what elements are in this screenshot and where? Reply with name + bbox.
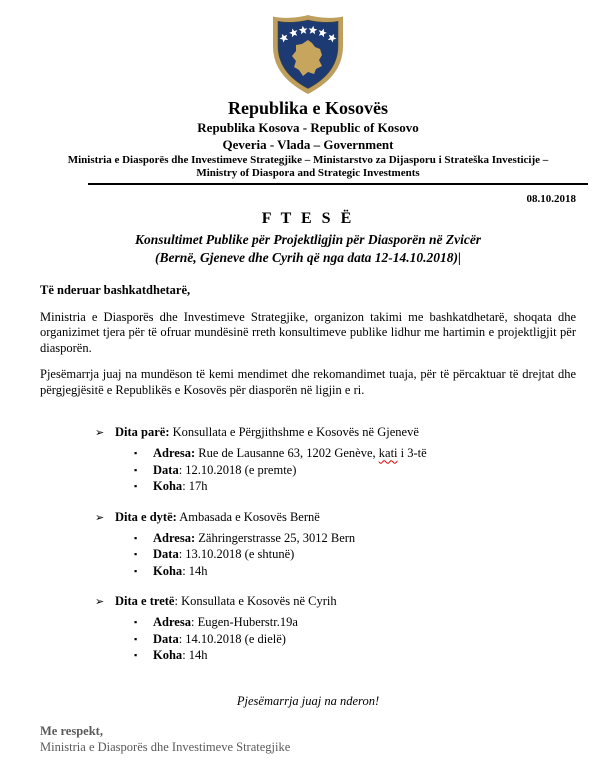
detail-text: : 17h bbox=[182, 479, 208, 494]
detail-text: Rue de Lausanne 63, 1202 Genève, bbox=[195, 446, 379, 461]
closing-line: Pjesëmarrja juaj na nderon! bbox=[236, 693, 380, 708]
arrow-bullet-icon: ➢ bbox=[95, 511, 105, 524]
signature-block bbox=[40, 723, 576, 755]
square-bullet-icon: ▪ bbox=[134, 617, 138, 628]
detail-text: : 14h bbox=[182, 648, 208, 663]
detail-label: Data bbox=[153, 462, 179, 477]
event-block-1 bbox=[40, 424, 576, 495]
square-bullet-icon: ▪ bbox=[134, 549, 138, 560]
event-3-title bbox=[95, 593, 576, 610]
detail-text-post: i 3-të bbox=[397, 446, 427, 461]
event-2-title-text: Ambasada e Kosovës Bernë bbox=[176, 509, 320, 524]
event-3-date bbox=[134, 632, 576, 648]
detail-text: Zähringerstrasse 25, 3012 Bern bbox=[195, 530, 356, 545]
event-2-title-label: Dita e dytë: bbox=[115, 509, 177, 524]
detail-label: Adresa: bbox=[153, 530, 196, 545]
kosovo-coat-of-arms-icon bbox=[269, 14, 347, 96]
detail-text: : 14h bbox=[182, 563, 208, 578]
signature-ministry: Ministria e Diasporës dhe Investimeve Strategjike bbox=[40, 740, 291, 755]
letterhead-line-3: Qeveria - Vlada – Government bbox=[222, 136, 394, 152]
detail-label: Data bbox=[153, 547, 179, 562]
arrow-bullet-icon: ➢ bbox=[95, 427, 105, 440]
letterhead-line-5: Ministry of Diaspora and Strategic Investments bbox=[196, 166, 420, 179]
event-2-date bbox=[134, 547, 576, 563]
square-bullet-icon: ▪ bbox=[134, 448, 138, 459]
detail-label: Koha bbox=[153, 563, 183, 578]
event-3-time bbox=[134, 648, 576, 664]
event-block-3 bbox=[40, 593, 576, 664]
detail-label: Adresa bbox=[153, 615, 191, 630]
detail-label: Koha bbox=[153, 479, 183, 494]
misspelled-word: kati bbox=[378, 446, 398, 461]
event-1-title bbox=[95, 424, 576, 441]
subtitle-line-2: (Bernë, Gjeneve dhe Cyrih që nga data 12-14.10.2018)| bbox=[155, 250, 461, 266]
letterhead-line-4: Ministria e Diasporës dhe Investimeve Strategjike – Ministarstvo za Dijasporu i Strateška Investicije – bbox=[67, 153, 549, 166]
event-1-date bbox=[134, 463, 576, 479]
event-2-time bbox=[134, 564, 576, 580]
letterhead-line-2: Republika Kosova - Republic of Kosovo bbox=[197, 120, 419, 136]
event-3-address bbox=[134, 615, 576, 631]
document-title: F T E S Ë bbox=[261, 209, 355, 227]
header-divider bbox=[88, 183, 588, 185]
detail-label: Koha bbox=[153, 648, 183, 663]
detail-text: : 14.10.2018 (e dielë) bbox=[178, 631, 286, 646]
square-bullet-icon: ▪ bbox=[134, 481, 138, 492]
event-1-title-text: Konsullata e Përgjithshme e Kosovës në Gjenevë bbox=[169, 425, 419, 440]
emblem-container bbox=[0, 0, 616, 96]
event-list bbox=[40, 424, 576, 664]
paragraph-1: Ministria e Diasporës dhe Investimeve Strategjike, organizon takimi me bashkatdhetarë, shoqata dhe organizimet tjera për të ofruar mundësinë rreth konsultimeve publike lidhur me hartimin e projektligjit për diasporën. bbox=[40, 309, 576, 355]
detail-label: Data bbox=[153, 631, 179, 646]
square-bullet-icon: ▪ bbox=[134, 650, 138, 661]
salutation: Të nderuar bashkatdhetarë, bbox=[40, 283, 191, 298]
signature-salutation: Me respekt, bbox=[40, 724, 103, 739]
letterhead bbox=[0, 98, 616, 180]
detail-text: : 12.10.2018 (e premte) bbox=[178, 462, 297, 477]
event-2-title bbox=[95, 509, 576, 526]
event-1-time bbox=[134, 479, 576, 495]
letterhead-line-1: Republika e Kosovës bbox=[227, 98, 389, 118]
detail-text: : Eugen-Huberstr.19a bbox=[190, 615, 298, 630]
event-1-address bbox=[134, 446, 576, 462]
subtitle-line-1: Konsultimet Publike për Projektligjin për Diasporën në Zvicër bbox=[134, 231, 482, 247]
detail-label: Adresa: bbox=[153, 446, 196, 461]
event-3-title-text: : Konsullata e Kosovës në Cyrih bbox=[174, 594, 337, 609]
event-block-2 bbox=[40, 509, 576, 580]
square-bullet-icon: ▪ bbox=[134, 565, 138, 576]
square-bullet-icon: ▪ bbox=[134, 633, 138, 644]
event-2-address bbox=[134, 531, 576, 547]
document-date: 08.10.2018 bbox=[526, 192, 576, 205]
paragraph-2: Pjesëmarrja juaj na mundëson të kemi mendimet dhe rekomandimet tuaja, për të përcaktuar të drejtat dhe përgjegjësitë e Republikës e Kosovës për diasporën në ligjin e ri. bbox=[40, 367, 576, 397]
square-bullet-icon: ▪ bbox=[134, 532, 138, 543]
square-bullet-icon: ▪ bbox=[134, 464, 138, 475]
document-subtitle bbox=[0, 231, 616, 267]
document-body bbox=[40, 283, 576, 709]
detail-text: : 13.10.2018 (e shtunë) bbox=[178, 547, 295, 562]
event-1-title-label: Dita parë: bbox=[115, 425, 170, 440]
arrow-bullet-icon: ➢ bbox=[95, 596, 105, 609]
event-3-title-label: Dita e tretë bbox=[115, 594, 175, 609]
